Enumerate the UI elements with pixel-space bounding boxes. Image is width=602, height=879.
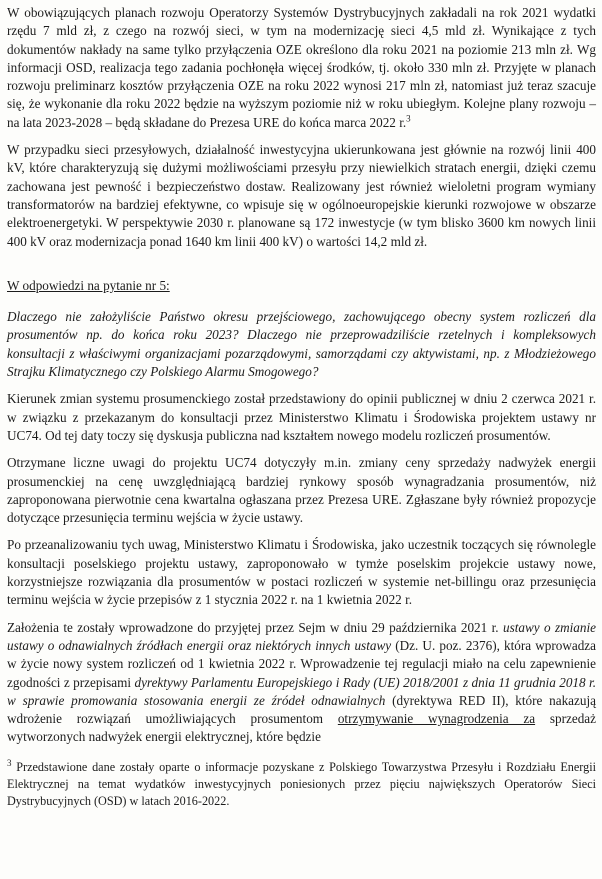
paragraph-prosumer-direction: Kierunek zmian systemu prosumenckiego został przedstawiony do opinii publicznej w dniu 2 czerwca 2021 r. w związku z przekazanym do konsultacji przez Ministerstwo Klimatu i Środowiska projektem ustawy nr UC74. Od tej daty toczy się dyskusja publiczna nad kształtem nowego modelu rozliczeń prosumentów. xyxy=(7,391,596,443)
sejm-act-seg1: Założenia te zostały wprowadzone do przyjętej przez Sejm w dniu 29 października 2021 r. xyxy=(7,619,503,635)
sejm-act-seg3: (Dz. U. poz. 2376), która wprowadza w życie nowy system rozliczeń od 1 kwietnia 2022 r. Wprowadzenie tej regulacji miało na celu zapewnienie zgodności z przepisami xyxy=(7,637,597,690)
footnote-3-marker: 3 xyxy=(7,757,12,768)
footnote-3-text: Przedstawione dane zostały oparte o informacje pozyskane z Polskiego Towarzystwa Przesyłu i Rozdziału Energii Elektrycznej na temat wydatków inwestycyjnych poniesionych przez pięciu największych Operatorów Sieci Dystrybucyjnych (OSD) w latach 2016-2022. xyxy=(7,759,596,808)
sejm-act-citation-red2-directive: dyrektywy Parlamentu Europejskiego i Rady (UE) 2018/2001 z dnia 11 grudnia 2018 r. w sprawie promowania stosowania energii ze źródeł odnawialnych xyxy=(7,674,597,708)
sejm-act-seg5: (dyrektywa RED II), które nakazują wdrożenie rozwiązań umożliwiających prosumentom xyxy=(7,692,596,727)
footnote-3 xyxy=(7,759,596,810)
paragraph-investment-plans xyxy=(7,4,596,132)
footnote-reference-3: 3 xyxy=(406,113,411,124)
paragraph-investment-plans-text: W obowiązujących planach rozwoju Operatorzy Systemów Dystrybucyjnych zakładali na rok 2021 wydatki rzędu 7 mld zł, z czego na rozwój sieci, w tym na modernizację sieci 4,5 mld zł. Wynikające z tych dokumentów nakłady na same tylko przyłączenia OZE określono dla roku 2021 na poziomie 213 mln zł. Wg informacji OSD, realizacja tego zadania pochłonęła więcej środków, tj. około 330 mln zł. Przyjęte w planach rozwoju preliminarz kosztów przyłączenia OZE na roku 2022 wynosi 217 mln zł, natomiast już teraz szacuje się, że wykonanie dla roku 2022 będzie na wyższym poziomie niż w roku ubiegłym. Kolejne plany rozwoju – na lata 2023-2028 – będą składane do Prezesa URE do końca marca 2022 r. xyxy=(7,5,596,130)
paragraph-ministry-response: Po przeanalizowaniu tych uwag, Ministerstwo Klimatu i Środowiska, jako uczestnik toczących się równolegle konsultacji poselskiego projektu ustawy, zaproponowało w tymże poselskim projekcie ustawy nowe, korzystniejsze rozwiązania dla prosumentów w postaci rozliczeń w systemie net-billingu oraz przesunięcia terminu wejścia w życie przepisów z 1 stycznia 2022 r. na 1 kwietnia 2022 r. xyxy=(7,537,596,608)
paragraph-question-quote: Dlaczego nie założyliście Państwo okresu przejściowego, zachowującego obecny system rozliczeń dla prosumentów np. do końca roku 2023? Dlaczego nie przeprowadziliście rzetelnych i kompleksowych konsultacji z właściwymi organizacjami pozarządowymi, samorządami czy aktywistami, np. z Młodzieżowego Strajku Klimatycznego czy Polskiego Alarmu Smogowego? xyxy=(7,309,596,380)
section-heading-question-5: W odpowiedzi na pytanie nr 5: xyxy=(7,277,170,293)
sejm-act-seg7: sprzedaż wytworzonych nadwyżek energii elektrycznej, które będzie xyxy=(7,711,596,745)
paragraph-uc74-comments: Otrzymane liczne uwagi do projektu UC74 dotyczyły m.in. zmiany ceny sprzedaży nadwyżek energii prosumenckiej na cenę uwzględniającą bardziej rynkowy sposób wynagradzania prosumentów, niż zaproponowana pierwotnie cena kwartalna ogłaszana przez Prezesa URE. Zgłaszane były również propozycje dotyczące przesunięcia terminu wejścia w życie ustawy. xyxy=(7,455,596,526)
sejm-act-citation-oze-act: ustawy o zmianie ustawy o odnawialnych źródłach energii oraz niektórych innych ustawy xyxy=(7,619,596,653)
paragraph-sejm-act xyxy=(7,619,596,747)
sejm-act-underlined-phrase: otrzymywanie wynagrodzenia za xyxy=(337,711,536,727)
paragraph-transmission-networks: W przypadku sieci przesyłowych, działalność inwestycyjna ukierunkowana jest głównie na rozwój linii 400 kV, które charakteryzują się dużymi możliwościami przesyłu przy niewielkich stratach energii, dzięki czemu zachowana jest pewność i bezpieczeństwo dostaw. Realizowany jest również wieloletni program wymiany transformatorów na bardziej efektywne, co wpisuje się w ogólnoeuropejskie kierunki rozwojowe w obszarze elektroenergetyki. W perspektywie 2030 r. planowane są 172 inwestycje (w tym blisko 3600 km nowych linii 400 kV oraz modernizacja ponad 1640 km linii 400 kV) o wartości 14,2 mld zł. xyxy=(7,142,596,249)
